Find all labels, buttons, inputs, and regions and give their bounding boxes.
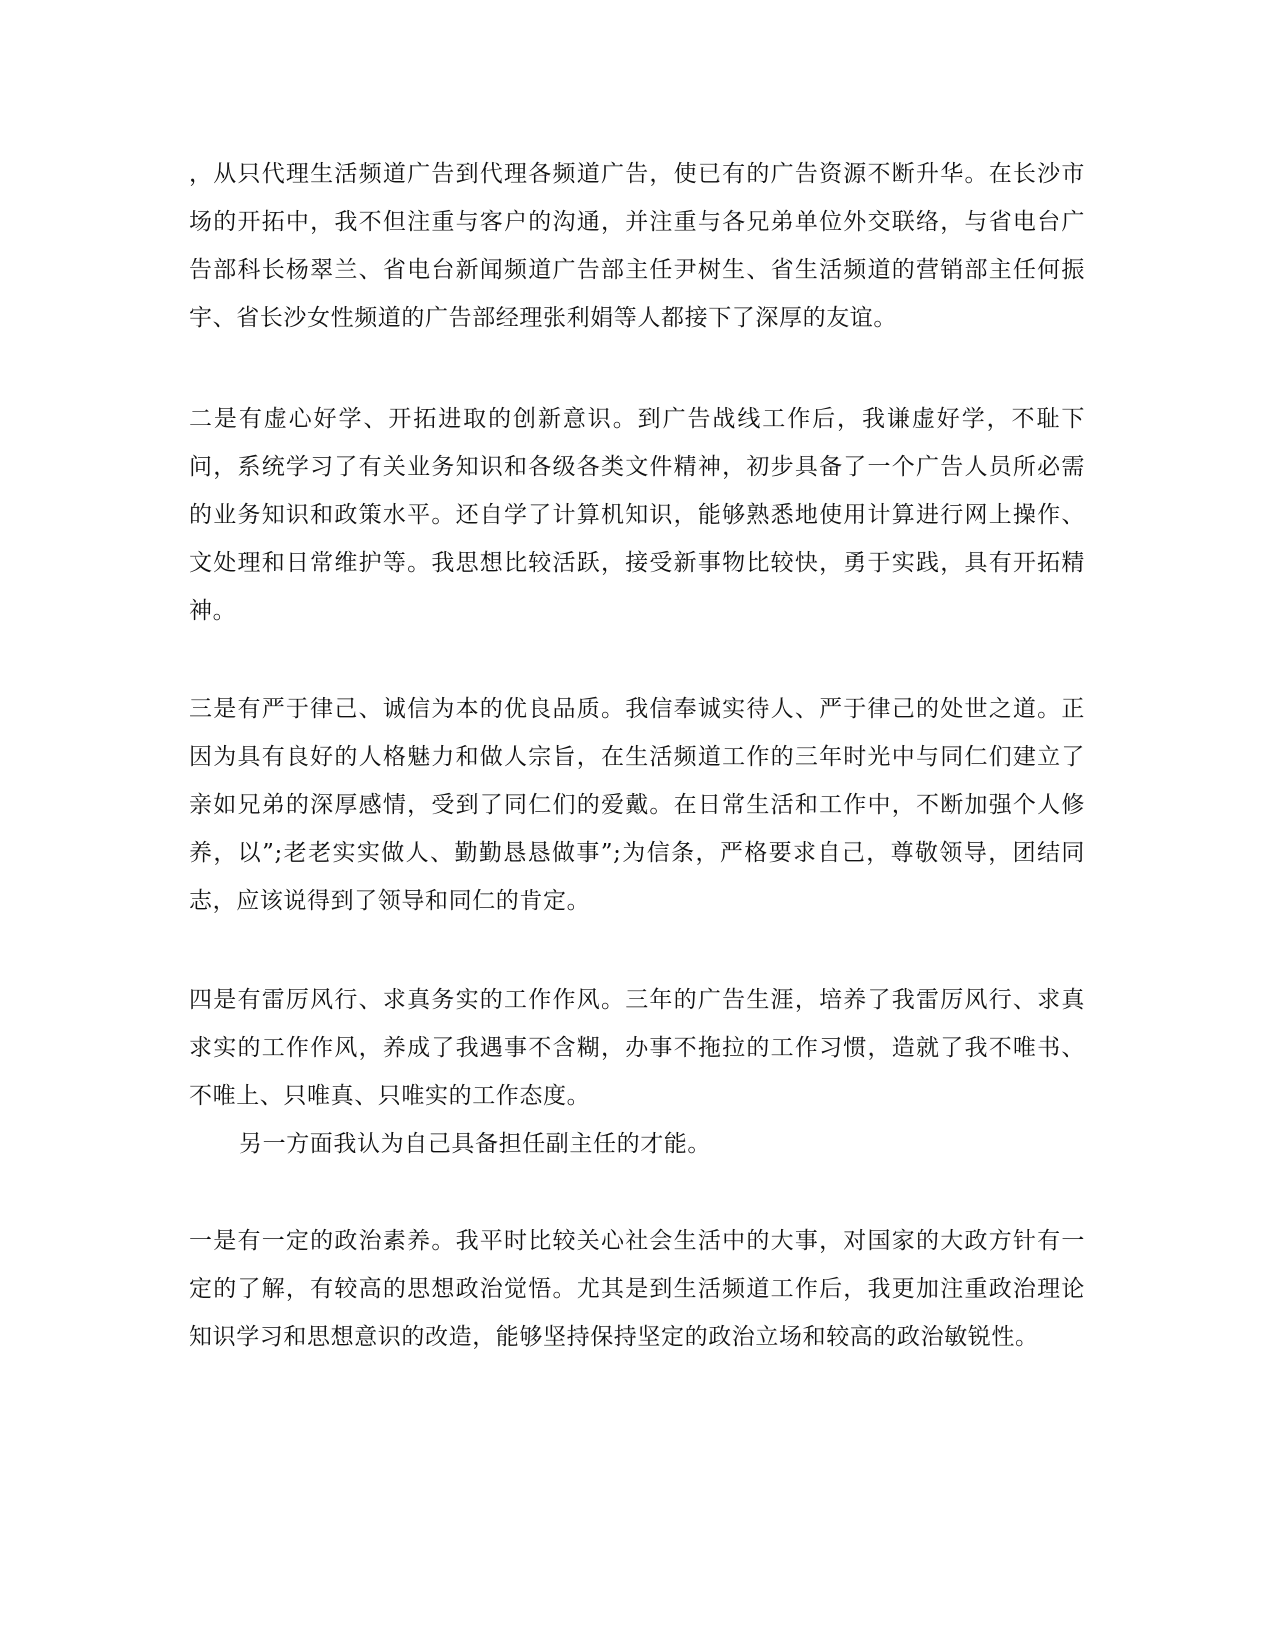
paragraph-changsha-market: ，从只代理生活频道广告到代理各频道广告，使已有的广告资源不断升华。在长沙市场的开拓中，我不但注重与客户的沟通，并注重与各兄弟单位外交联络，与省电台广告部科长杨翠兰、省电台新闻频道广告部主任尹树生、省生活频道的营销部主任何振宇、省长沙女性频道的广告部经理张利娟等人都接下了深厚的友谊。 xyxy=(189,161,1085,331)
paragraph-innovation: 二是有虚心好学、开拓进取的创新意识。到广告战线工作后，我谦虚好学，不耻下问，系统学习了有关业务知识和各级各类文件精神，初步具备了一个广告人员所必需的业务知识和政策水平。还自学了计算机知识，能够熟悉地使用计算进行网上操作、文处理和日常维护等。我思想比较活跃，接受新事物比较快，勇于实践，具有开拓精神。 xyxy=(189,406,1085,624)
paragraph-transition: 另一方面我认为自己具备担任副主任的才能。 xyxy=(239,1131,711,1157)
paragraph-political: 一是有一定的政治素养。我平时比较关心社会生活中的大事，对国家的大政方针有一定的了解，有较高的思想政治觉悟。尤其是到生活频道工作后，我更加注重政治理论知识学习和思想意识的改造，能够坚持保持坚定的政治立场和较高的政治敏锐性。 xyxy=(189,1228,1085,1350)
paragraph-work-style: 四是有雷厉风行、求真务实的工作作风。三年的广告生涯，培养了我雷厉风行、求真求实的工作作风，养成了我遇事不含糊，办事不拖拉的工作习惯，造就了我不唯书、不唯上、只唯真、只唯实的工作态度。 xyxy=(189,987,1085,1109)
paragraph-integrity: 三是有严于律己、诚信为本的优良品质。我信奉诚实待人、严于律己的处世之道。正因为具有良好的人格魅力和做人宗旨，在生活频道工作的三年时光中与同仁们建立了亲如兄弟的深厚感情，受到了同仁们的爱戴。在日常生活和工作中，不断加强个人修养，以”;老老实实做人、勤勤恳恳做事”;为信条，严格要求自己，尊敬领导，团结同志，应该说得到了领导和同仁的肯定。 xyxy=(189,696,1085,914)
